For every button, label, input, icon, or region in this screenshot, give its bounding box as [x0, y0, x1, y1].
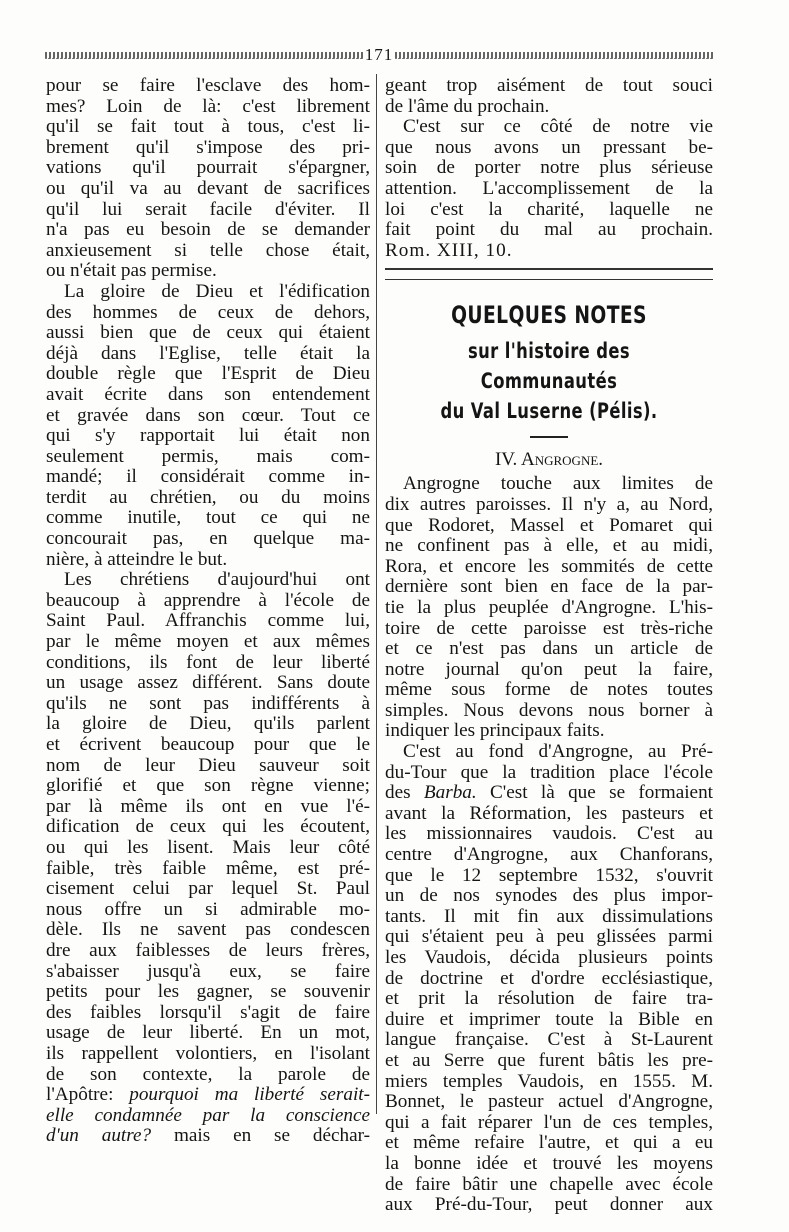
- text-line: un de nos synodes des plus impor-: [385, 885, 713, 907]
- text-line: [46, 1126, 370, 1147]
- text-line: et prit la résolution de faire tra-: [385, 988, 713, 1010]
- text-line: ou qu'il va au devant de sacrifices: [46, 177, 370, 199]
- text-line: dix autres paroisses. Il n'y a, au Nord,: [385, 493, 713, 515]
- text-line: et ce n'est pas dans un article de: [385, 638, 713, 660]
- text-line: centre d'Angrogne, aux Chanforans,: [385, 844, 713, 866]
- column-divider: [376, 74, 377, 1114]
- text-line: notre journal qu'on peut la faire,: [385, 658, 713, 680]
- text-line: par le même moyen et aux mêmes: [46, 631, 370, 653]
- text-line: indiquer les principaux faits.: [385, 720, 605, 742]
- text-line: [385, 783, 713, 804]
- text-line: toire de cette paroisse est très-riche: [385, 617, 713, 639]
- text-line: Rora, et encore les sommités de cette: [385, 555, 713, 577]
- text-line: qui a fait réparer l'un de ces temples,: [385, 1111, 713, 1133]
- text-line: duire et imprimer toute la Bible en: [385, 1008, 713, 1030]
- text-line: nom de leur Dieu sauveur soit: [46, 754, 370, 776]
- text-line: des faibles lorsqu'il s'agit de faire: [46, 1001, 370, 1023]
- text-line: seulement permis, mais com-: [46, 445, 370, 467]
- text-line: qui s'y rapportait lui était non: [46, 425, 370, 447]
- text-line: Saint Paul. Affranchis comme lui,: [46, 610, 370, 632]
- text-line: même sous forme de notes toutes: [385, 679, 713, 701]
- text-line: de l'âme du prochain.: [385, 95, 550, 117]
- text-line: tants. Il mit fin aux dissimulations: [385, 905, 713, 927]
- italic-quote: pourquoi ma liberté serait-: [129, 1084, 370, 1106]
- paragraph-start: La gloire de Dieu et l'édification: [64, 280, 370, 302]
- text-fragment: l'Apôtre:: [46, 1084, 114, 1106]
- text-line: et même refaire l'autre, et qui a eu: [385, 1132, 713, 1154]
- text-line: la bonne idée et trouvé les moyens: [385, 1152, 713, 1174]
- section-subtitle: sur l'histoire des Communautés: [467, 339, 631, 394]
- paragraph-start: C'est sur ce côté de notre vie: [403, 116, 713, 138]
- paragraph-start: C'est au fond d'Angrogne, au Pré-: [403, 741, 713, 763]
- text-line: ou n'était pas permise.: [46, 260, 217, 282]
- text-line: dernière sont bien en face de la par-: [385, 576, 713, 598]
- text-line: fait point du mal au prochain.: [385, 219, 713, 241]
- text-line: comme inutile, tout ce qui ne: [46, 507, 370, 529]
- page-header: [45, 42, 713, 68]
- text-line: Bonnet, le pasteur actuel d'Angrogne,: [385, 1091, 713, 1113]
- text-line: pour se faire l'esclave des hom-: [46, 75, 370, 96]
- text-line: qui s'étaient peu à peu glissées parmi: [385, 926, 713, 948]
- text-fragment: des: [385, 782, 411, 804]
- text-line: les Vaudois, décida plusieurs points: [385, 947, 713, 968]
- text-line: mandé; il considérait comme in-: [46, 466, 370, 488]
- text-fragment: mais en se déchar-: [173, 1125, 370, 1147]
- text-line: qu'ils ne sont pas indifférents à: [46, 692, 370, 714]
- scripture-reference: Rom. XIII, 10.: [385, 239, 513, 261]
- text-line: de doctrine et d'ordre ecclésiastique,: [385, 967, 713, 989]
- text-line: que nous avons un pressant be-: [385, 136, 713, 158]
- section-subtitle: du Val Luserne (Pélis).: [440, 399, 658, 424]
- text-line: miers temples Vaudois, en 1555. M.: [385, 1070, 713, 1092]
- text-line: s'abaisser jusqu'à eux, se faire: [46, 960, 370, 982]
- text-line: glorifié et que son règne vienne;: [46, 775, 370, 797]
- text-line: par là même ils ont en vue l'é-: [46, 795, 370, 817]
- text-line: de faire bâtir une chapelle avec école: [385, 1173, 713, 1195]
- text-line: dification de ceux qui les écoutent,: [46, 816, 370, 838]
- header-rule-right: [395, 52, 713, 59]
- text-line: déjà dans l'Eglise, telle était la: [46, 342, 370, 364]
- text-line: dèle. Ils ne savent pas condescen: [46, 919, 370, 941]
- text-line: dre aux faiblesses de leurs frères,: [46, 939, 370, 961]
- text-line: vations qu'il pourrait s'épargner,: [46, 157, 370, 179]
- text-line: attention. L'accomplissement de la: [385, 177, 713, 199]
- text-line: les missionnaires vaudois. C'est au: [385, 823, 713, 845]
- text-line: ils rappellent volontiers, en l'isolant: [46, 1042, 370, 1064]
- text-line: que le 12 septembre 1532, s'ouvrit: [385, 864, 713, 886]
- text-line: la gloire de Dieu, qu'ils parlent: [46, 713, 370, 735]
- text-line: ou qui les lisent. Mais leur côté: [46, 836, 370, 858]
- paragraph-start: Les chrétiens d'aujourd'hui ont: [64, 569, 370, 591]
- text-line: conditions, ils font de leur liberté: [46, 651, 370, 673]
- text-line: nous offre un si admirable mo-: [46, 898, 370, 920]
- text-line: qu'il se fait tout à tous, c'est li-: [46, 116, 370, 138]
- section-divider: [385, 268, 713, 280]
- text-line: tie la plus peuplée d'Angrogne. L'his-: [385, 596, 713, 618]
- text-line: du-Tour que la tradition place l'école: [385, 761, 713, 783]
- text-line: aux Pré-du-Tour, peut donner aux: [385, 1194, 713, 1216]
- text-line: concourait pas, en quelque ma-: [46, 528, 370, 550]
- italic-quote: elle condamnée par la conscience: [46, 1104, 370, 1126]
- header-rule-left: [45, 52, 363, 59]
- text-line: n'a pas eu besoin de se demander: [46, 219, 370, 241]
- text-line: double règle que l'Esprit de Dieu: [46, 363, 370, 385]
- text-line: et au Serre que furent bâtis les pre-: [385, 1049, 713, 1071]
- right-column: [385, 76, 713, 1216]
- short-divider: [530, 436, 568, 438]
- text-line: faible, très faible même, est pré-: [46, 857, 370, 879]
- text-line: avait écrite dans son entendement: [46, 383, 370, 405]
- text-line: anxieusement si telle chose était,: [46, 239, 370, 261]
- text-line: usage de leur liberté. En un mot,: [46, 1022, 370, 1044]
- text-line: un usage assez différent. Sans doute: [46, 672, 370, 694]
- italic-quote: d'un autre?: [46, 1125, 152, 1147]
- page-number: 171: [364, 45, 394, 64]
- text-line: cisement celui par lequel St. Paul: [46, 878, 370, 900]
- italic-term: Barba.: [423, 782, 477, 804]
- text-line: petits pour les gagner, se souvenir: [46, 981, 370, 1003]
- text-line: beaucoup à apprendre à l'école de: [46, 589, 370, 611]
- text-line: nière, à atteindre le but.: [46, 548, 228, 570]
- text-line: terdit au chrétien, ou du moins: [46, 486, 370, 508]
- text-line: de son contexte, la parole de: [46, 1063, 370, 1085]
- text-line: soin de porter notre plus sérieuse: [385, 157, 713, 179]
- text-line: des hommes de ceux de dehors,: [46, 301, 370, 323]
- text-line: et écrivent beaucoup pour que le: [46, 734, 370, 755]
- section-title: QUELQUES NOTES: [451, 301, 647, 330]
- left-column: [46, 76, 370, 1147]
- text-line: que Rodoret, Massel et Pomaret qui: [385, 514, 713, 536]
- text-fragment: C'est là que se formaient: [490, 782, 713, 804]
- paragraph-start: Angrogne touche aux limites de: [403, 473, 713, 495]
- text-line: aussi bien que de ceux qui étaient: [46, 322, 370, 344]
- text-line: qu'il lui serait facile d'éviter. Il: [46, 198, 370, 220]
- text-line: ne confinent pas à elle, et au midi,: [385, 535, 713, 557]
- subsection-title: IV. Angrogne.: [494, 449, 604, 471]
- text-line: avant la Réformation, les pasteurs et: [385, 802, 713, 824]
- text-line: [46, 1085, 370, 1106]
- text-line: et gravée dans son cœur. Tout ce: [46, 404, 370, 426]
- text-line: mes? Loin de là: c'est librement: [46, 95, 370, 117]
- text-line: loi c'est la charité, laquelle ne: [385, 198, 713, 220]
- text-line: geant trop aisément de tout souci: [385, 75, 713, 96]
- text-line: brement qu'il s'impose des pri-: [46, 136, 370, 158]
- text-line: simples. Nous devons nous borner à: [385, 699, 713, 721]
- text-line: langue française. C'est à St-Laurent: [385, 1029, 713, 1051]
